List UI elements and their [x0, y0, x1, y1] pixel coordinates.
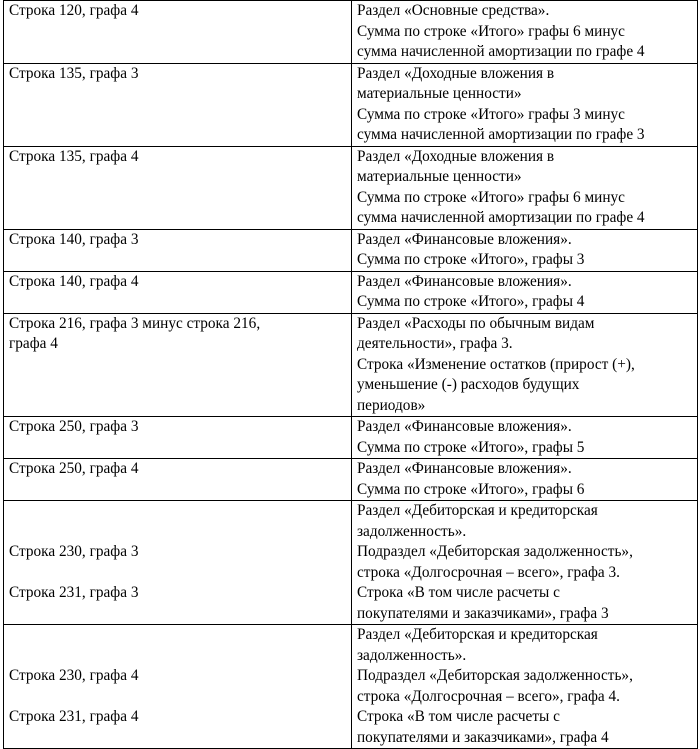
cell-text: Строка 250, графа 3 — [9, 418, 139, 435]
cell-text: Сумма по строке «Итого», графы 5 — [357, 438, 585, 456]
cell-text: покупателями и заказчиками», графа 4 — [357, 728, 609, 746]
cell-text: Строка 120, графа 4 — [9, 2, 139, 19]
cell-text: покупателями и заказчиками», графа 3 — [357, 604, 609, 622]
table-row — [4, 229, 698, 271]
cell-text: Раздел «Финансовые вложения». — [357, 460, 572, 477]
cell-text: Строка 135, графа 4 — [9, 147, 139, 165]
cell-text: Подраздел «Дебиторская задолженность», — [357, 543, 633, 560]
balance-line-cell — [4, 229, 352, 271]
balance-line-cell — [4, 271, 352, 313]
cell-text: Строка 140, графа 3 — [9, 230, 139, 248]
cell-text: строка «Долгосрочная – всего», графа 3. — [357, 563, 620, 581]
balance-line-cell — [4, 313, 352, 417]
cell-text: Строка 231, графа 4 — [9, 708, 139, 725]
table-row — [4, 625, 698, 749]
table-row — [4, 459, 698, 501]
table-row — [4, 63, 698, 146]
cell-text: Раздел «Доходные вложения в — [357, 64, 555, 82]
cell-text: Сумма по строке «Итого» графы 3 минус — [357, 105, 625, 123]
cell-text: задолженность». — [357, 522, 467, 540]
balance-line-cell — [4, 417, 352, 459]
source-description-cell — [352, 229, 698, 271]
cell-text: Раздел «Доходные вложения в — [357, 147, 555, 165]
cell-text: Сумма по строке «Итого», графы 3 — [357, 251, 585, 268]
cell-text: задолженность». — [357, 646, 467, 664]
cell-text: Подраздел «Дебиторская задолженность», — [357, 667, 633, 684]
source-description-cell — [352, 63, 698, 146]
cell-text: периодов» — [357, 396, 426, 414]
source-description-cell — [352, 146, 698, 229]
cell-text: Строка 230, графа 3 — [9, 543, 139, 560]
balance-line-cell — [4, 459, 352, 501]
table-row — [4, 1, 698, 64]
cell-text: Сумма по строке «Итого» графы 6 минус — [357, 188, 625, 206]
cell-text: Строка 230, графа 4 — [9, 667, 139, 684]
cell-text: Сумма по строке «Итого», графы 6 — [357, 480, 585, 498]
cell-text: строка «Долгосрочная – всего», графа 4. — [357, 687, 620, 705]
cell-text: Раздел «Основные средства». — [357, 2, 550, 19]
cell-text: Раздел «Дебиторская и кредиторская — [357, 502, 598, 519]
source-description-cell — [352, 313, 698, 417]
cell-text: Сумма по строке «Итого» графы 6 минус — [357, 22, 625, 40]
source-description-cell — [352, 1, 698, 64]
cell-text: Раздел «Дебиторская и кредиторская — [357, 626, 598, 643]
cell-text: Строка 231, графа 3 — [9, 584, 139, 601]
cell-text: Строка 140, графа 4 — [9, 272, 139, 290]
cell-text: Раздел «Финансовые вложения». — [357, 418, 572, 435]
table-row — [4, 501, 698, 625]
cell-text: Строка «В том числе расчеты с — [357, 584, 560, 601]
cell-text: Строка 250, графа 4 — [9, 460, 139, 477]
table-row — [4, 146, 698, 229]
cell-text: Строка «Изменение остатков (прирост (+), — [357, 355, 635, 373]
cell-text: графа 4 — [9, 335, 58, 352]
cell-text: Строка «В том числе расчеты с — [357, 708, 560, 725]
table-row — [4, 271, 698, 313]
balance-line-cell — [4, 501, 352, 625]
balance-line-cell — [4, 63, 352, 146]
cell-text: Раздел «Расходы по обычным видам — [357, 314, 595, 332]
balance-line-cell — [4, 625, 352, 749]
cell-text: сумма начисленной амортизации по графе 4 — [357, 209, 645, 226]
cell-text: деятельности», графа 3. — [357, 335, 513, 352]
source-description-cell — [352, 417, 698, 459]
source-description-cell — [352, 625, 698, 749]
balance-line-cell — [4, 146, 352, 229]
source-description-cell — [352, 459, 698, 501]
balance-line-cell — [4, 1, 352, 64]
cell-text: Раздел «Финансовые вложения». — [357, 230, 572, 248]
cell-text: материальные ценности» — [357, 168, 522, 185]
cell-text: сумма начисленной амортизации по графе 3 — [357, 126, 645, 143]
cell-text: Строка 216, графа 3 минус строка 216, — [9, 314, 261, 332]
cell-text: Раздел «Финансовые вложения». — [357, 272, 572, 290]
table-row — [4, 417, 698, 459]
cell-text: уменьшение (-) расходов будущих — [357, 376, 580, 393]
cell-text: Сумма по строке «Итого», графы 4 — [357, 293, 585, 310]
cell-text: Строка 135, графа 3 — [9, 64, 139, 82]
mapping-table — [3, 0, 698, 749]
cell-text: сумма начисленной амортизации по графе 4 — [357, 43, 645, 60]
source-description-cell — [352, 271, 698, 313]
table-row — [4, 313, 698, 417]
source-description-cell — [352, 501, 698, 625]
cell-text: материальные ценности» — [357, 85, 522, 102]
